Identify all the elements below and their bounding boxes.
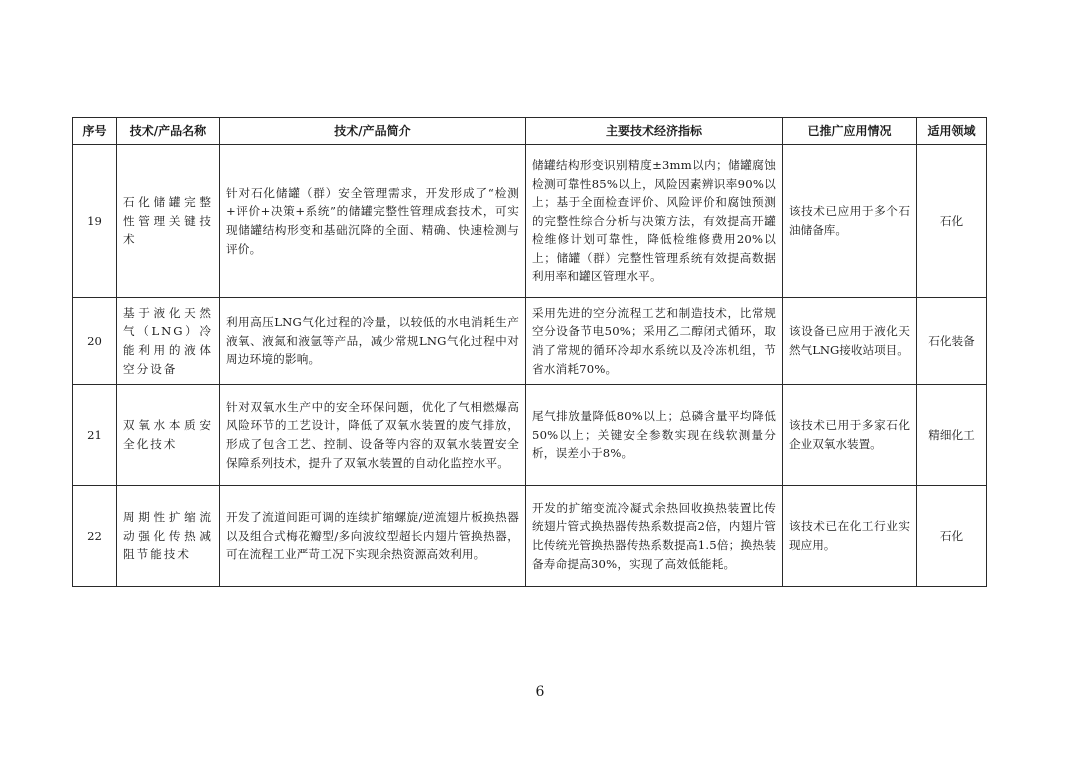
- row-number: 21: [73, 385, 117, 486]
- technology-name: 基于液化天然气（LNG）冷能利用的液体空分设备: [117, 298, 220, 385]
- header-metrics: 主要技术经济指标: [526, 118, 783, 145]
- table-header-row: [73, 118, 987, 145]
- technology-metrics: 开发的扩缩变流冷凝式余热回收换热装置比传统翅片管式换热器传热系数提高2倍，内翅片管比传统光管换热器传热系数提高1.5倍；换热装备寿命提高30%，实现了高效低能耗。: [526, 486, 783, 587]
- application-field: 石化: [917, 486, 987, 587]
- technology-metrics: 采用先进的空分流程工艺和制造技术，比常规空分设备节电50%；采用乙二醇闭式循环，取消了常规的循环冷却水系统以及冷冻机组，节省水消耗70%。: [526, 298, 783, 385]
- header-field: 适用领域: [917, 118, 987, 145]
- application-status: 该技术已用于多家石化企业双氧水装置。: [783, 385, 917, 486]
- application-field: 精细化工: [917, 385, 987, 486]
- technology-intro: 针对石化储罐（群）安全管理需求，开发形成了“检测+评价+决策+系统”的储罐完整性管理成套技术，可实现储罐结构形变和基础沉降的全面、精确、快速检测与评价。: [220, 145, 526, 298]
- page-number: 6: [535, 684, 545, 700]
- technology-table: [72, 117, 987, 587]
- application-field: 石化装备: [917, 298, 987, 385]
- row-number: 22: [73, 486, 117, 587]
- application-status: 该技术已应用于多个石油储备库。: [783, 145, 917, 298]
- application-status: 该技术已在化工行业实现应用。: [783, 486, 917, 587]
- table-row: [73, 385, 987, 486]
- technology-metrics: 储罐结构形变识别精度±3mm以内；储罐腐蚀检测可靠性85%以上，风险因素辨识率90%以上；基于全面检查评价、风险评价和腐蚀预测的完整性综合分析与决策方法，有效提高开罐检维修计划可靠性，降低检维修费用20%以上；储罐（群）完整性管理系统有效提高数据利用率和罐区管理水平。: [526, 145, 783, 298]
- technology-name: 石化储罐完整性管理关键技术: [117, 145, 220, 298]
- application-field: 石化: [917, 145, 987, 298]
- header-application: 已推广应用情况: [783, 118, 917, 145]
- table-row: [73, 145, 987, 298]
- row-number: 19: [73, 145, 117, 298]
- row-number: 20: [73, 298, 117, 385]
- technology-intro: 开发了流道间距可调的连续扩缩螺旋/逆流翅片板换热器以及组合式梅花瓣型/多向波纹型超长内翅片管换热器，可在流程工业严苛工况下实现余热资源高效利用。: [220, 486, 526, 587]
- technology-metrics: 尾气排放量降低80%以上；总磷含量平均降低50%以上；关键安全参数实现在线软测量分析，误差小于8%。: [526, 385, 783, 486]
- application-status: 该设备已应用于液化天然气LNG接收站项目。: [783, 298, 917, 385]
- header-intro: 技术/产品简介: [220, 118, 526, 145]
- technology-intro: 针对双氧水生产中的安全环保问题，优化了气相燃爆高风险环节的工艺设计，降低了双氧水装置的废气排放，形成了包含工艺、控制、设备等内容的双氧水装置安全保障系列技术，提升了双氧水装置的自动化监控水平。: [220, 385, 526, 486]
- technology-intro: 利用高压LNG气化过程的冷量，以较低的水电消耗生产液氧、液氮和液氩等产品，减少常规LNG气化过程中对周边环境的影响。: [220, 298, 526, 385]
- technology-name: 周期性扩缩流动强化传热减阻节能技术: [117, 486, 220, 587]
- table-row: [73, 298, 987, 385]
- table-row: [73, 486, 987, 587]
- header-name: 技术/产品名称: [117, 118, 220, 145]
- technology-name: 双氧水本质安全化技术: [117, 385, 220, 486]
- header-number: 序号: [73, 118, 117, 145]
